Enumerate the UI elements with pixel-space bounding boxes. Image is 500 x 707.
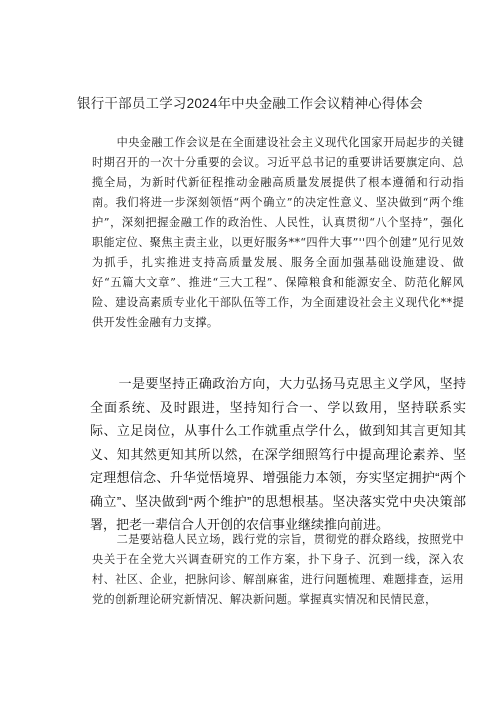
document-title: 银行干部员工学习2024年中央金融工作会议精神心得体会	[77, 96, 423, 111]
paragraph-point-one: 一是要坚持正确政治方向，大力弘扬马克思主义学风，坚持全面系统、及时跟进，坚持知行合一、学以致用，坚持联系实际、立足岗位，从事什么工作就重点学什么，做到知其言更知其义、知其然更知其所以然，在深学细照笃行中提高理论素养、坚定理想信念、升华觉悟境界、增强能力本领，夯实坚定拥护“两个确立”、坚决做到“两个维护”的思想根基。坚决落实党中央决策部署，把老一辈信合人开创的农信事业继续推向前进。	[90, 376, 466, 532]
paragraph-point-two: 二是要站稳人民立场，践行党的宗旨，贯彻党的群众路线，按照党中央关于在全党大兴调查研究的工作方案，扑下身子、沉到一线，深入农村、社区、企业，把脉问诊、解剖麻雀，进行问题梳理、难题排查，运用党的创新理论研究新情况、解决新问题。掌握真实情况和民情民意，	[92, 533, 464, 606]
paragraph-intro: 中央金融工作会议是在全面建设社会主义现代化国家开局起步的关键时期召开的一次十分重要的会议。习近平总书记的重要讲话要旗定向、总揽全局，为新时代新征程推动金融高质量发展提供了根本遵循和行动指南。我们将进一步深刻领悟“两个确立”的决定性意义、坚决做到“两个维护”，深刻把握金融工作的政治性、人民性，认真贯彻“八个坚持”，强化职能定位、聚焦主责主业，以更好服务**“四件大事”''四个创建”见行见效为抓手，扎实推进支持高质量发展、服务全面加强基础设施建设、做好“五篇大文章”、推进“三大工程”、保障粮食和能源安全、防范化解风险、建设高素质专业化干部队伍等工作，为全面建设社会主义现代化**提供开发性金融有力支撑。	[92, 136, 464, 329]
